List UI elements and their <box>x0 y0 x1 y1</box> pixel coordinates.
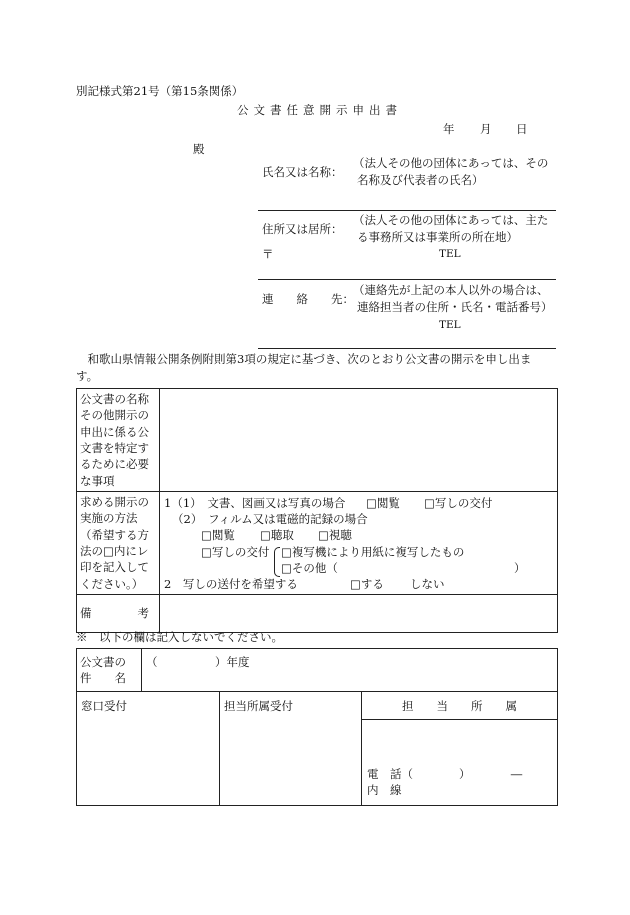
name-label: 氏名又は名称： <box>262 165 343 179</box>
tel-label: TEL <box>439 248 461 260</box>
checkbox-copier[interactable] <box>281 545 292 559</box>
document-spec-label <box>77 389 160 492</box>
document-spec-label-line: 公文書の名称 <box>80 392 149 406</box>
intro-line-2: す。 <box>76 369 99 383</box>
document-spec-label-line: な事項 <box>80 473 115 488</box>
name-underline <box>258 210 556 211</box>
dept-contact-cell <box>362 720 558 806</box>
method-2-text: （2） フィルム又は電磁的記録の場合 <box>172 511 368 526</box>
checkbox-listen[interactable] <box>260 528 271 542</box>
option-copy-2: 写しの交付 <box>211 544 270 559</box>
option-listen: 聴取 <box>270 527 294 542</box>
sub-option-bracket <box>274 547 280 577</box>
document-title-label-line: 公文書の <box>80 654 126 669</box>
disclosure-method-label-line: 実施の方法 <box>80 511 138 526</box>
disclosure-method-options <box>160 491 558 594</box>
disclosure-method-label-line: 法の□内にレ <box>80 543 149 558</box>
option-other-close: ） <box>514 560 526 575</box>
method-3-text: 2 写しの送付を希望する <box>164 576 298 591</box>
dept-header-label: 担 当 所 属 <box>402 698 517 713</box>
remarks-label <box>77 594 160 632</box>
contact-label: 連 絡 先： <box>262 292 354 306</box>
contact-underline <box>258 348 556 349</box>
dept-receipt-cell <box>220 692 362 806</box>
office-use-notice: ※ 以下の欄は記入しないでください。 <box>76 630 283 644</box>
checkbox-copy-2[interactable] <box>201 545 212 559</box>
intro-line-1: 和歌山県情報公開条例附則第3項の規定に基づき、次のとおり公文書の開示を申し出ま <box>76 352 532 366</box>
name-note-2: 名称及び代表者の氏名） <box>357 173 484 187</box>
disclosure-method-label-line: 求める開示の <box>80 494 149 509</box>
option-other: その他（ <box>291 560 338 575</box>
request-table <box>76 388 558 633</box>
checkbox-copy-delivery[interactable] <box>424 496 435 510</box>
option-send-no: しない <box>410 576 445 591</box>
option-send-yes: する <box>360 576 384 591</box>
checkbox-send-yes[interactable] <box>350 577 361 591</box>
address-underline <box>258 279 556 280</box>
contact-note-1: （連絡先が上記の本人以外の場合は、 <box>353 283 549 297</box>
extension-line: 内 線 <box>367 783 402 797</box>
fiscal-year-text: （ ）年度 <box>146 655 250 669</box>
document-spec-label-line: その他開示の <box>80 408 149 423</box>
method-1-text: 1（1） 文書、図画又は写真の場合 <box>164 495 346 510</box>
name-note-1: （法人その他の団体にあっては、その <box>353 156 549 170</box>
dept-receipt-label: 担当所属受付 <box>224 699 293 713</box>
date-month: 月 <box>480 122 492 136</box>
disclosure-method-label-line: ください。） <box>80 576 144 591</box>
document-spec-label-line: 文書を特定す <box>80 440 149 455</box>
document-spec-field[interactable] <box>160 389 558 492</box>
disclosure-method-label-line: （希望する方 <box>80 527 149 542</box>
option-copier: 複写機により用紙に複写したもの <box>291 544 465 559</box>
address-note-2: る事務所又は事業所の所在地） <box>357 230 518 244</box>
option-view: 閲覧 <box>376 495 400 510</box>
option-watch: 視聴 <box>328 527 352 542</box>
disclosure-method-label <box>77 491 160 594</box>
document-title-label-line: 件 名 <box>80 671 126 685</box>
postal-mark: 〒 <box>262 247 274 261</box>
checkbox-watch[interactable] <box>318 528 329 542</box>
date-day: 日 <box>516 122 528 136</box>
phone-line: 電 話（ ） ― <box>367 767 523 781</box>
document-title-label <box>77 649 142 692</box>
date-year: 年 <box>443 122 455 136</box>
option-copy-delivery: 写しの交付 <box>434 495 493 510</box>
dept-header-cell <box>362 692 558 720</box>
office-use-table <box>76 648 558 806</box>
contact-note-2: 連絡担当者の住所・氏名・電話番号） <box>357 300 553 314</box>
contact-tel-label: TEL <box>439 319 461 331</box>
form-number: 別記様式第21号（第15条関係） <box>76 84 244 98</box>
address-note-1: （法人その他の団体にあっては、主た <box>353 213 549 227</box>
option-view-2: 閲覧 <box>211 527 235 542</box>
checkbox-view[interactable] <box>366 496 377 510</box>
addressee-suffix: 殿 <box>193 142 205 156</box>
page-title: 公文書任意開示申出書 <box>237 103 402 117</box>
document-spec-label-line: るために必要 <box>80 457 149 472</box>
remarks-field[interactable] <box>160 594 558 632</box>
document-spec-label-line: 申出に係る公 <box>80 424 149 439</box>
window-receipt-cell <box>77 692 220 806</box>
checkbox-view-2[interactable] <box>201 528 212 542</box>
checkbox-other[interactable] <box>281 561 292 575</box>
window-receipt-label: 窓口受付 <box>81 699 127 713</box>
remarks-label-text: 備 考 <box>80 606 149 621</box>
address-label: 住所又は居所： <box>262 222 343 236</box>
disclosure-method-label-line: 印を記入して <box>80 560 149 575</box>
document-title-field <box>142 649 558 692</box>
